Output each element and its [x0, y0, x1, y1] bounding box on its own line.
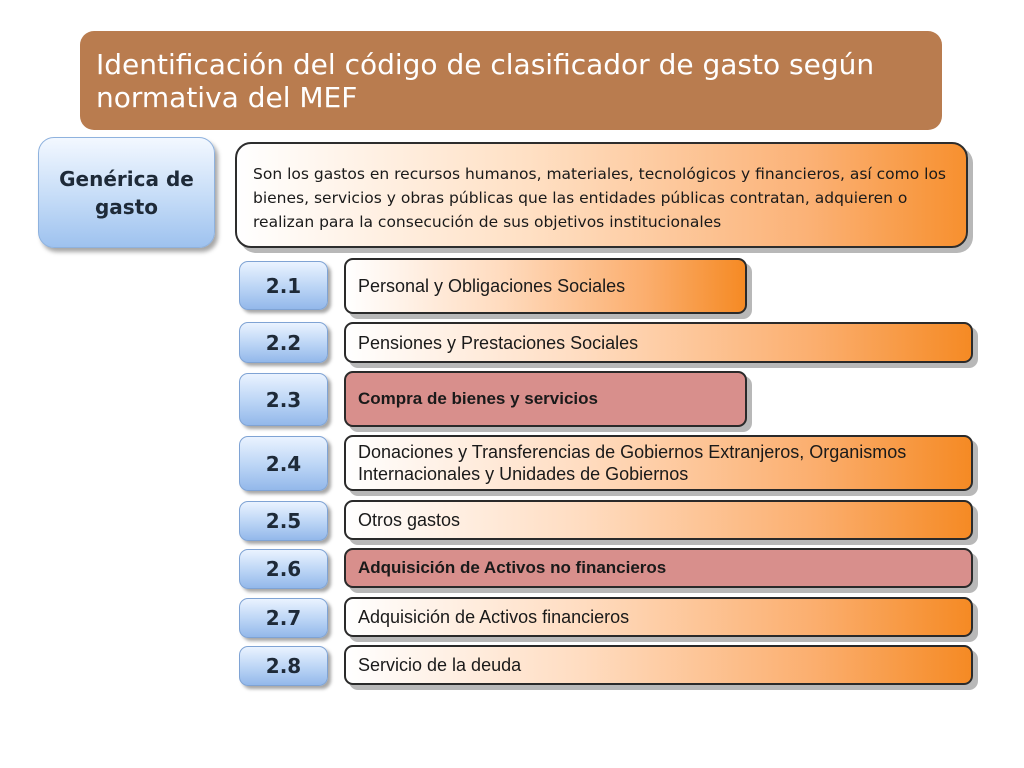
category-label: Personal y Obligaciones Sociales — [358, 276, 626, 296]
code-badge-2-6 — [239, 549, 328, 589]
code-badge-2-4 — [239, 436, 328, 491]
category-label: Adquisición de Activos financieros — [358, 607, 630, 627]
code-text: 2.4 — [265, 451, 302, 476]
definition-box — [235, 142, 968, 248]
code-text: 2.2 — [265, 330, 302, 355]
category-otros-gastos — [344, 500, 973, 540]
code-text: 2.5 — [265, 509, 302, 533]
page-title — [80, 31, 942, 130]
definition-text: Son los gastos en recursos humanos, materiales, tecnológicos y financieros, así como los bienes, servicios y obras públicas que las entidades públicas contratan, adquieren o realizan para la consecución de sus objetivos institucionales — [253, 165, 947, 231]
page-title-text: Identificación del código de clasificador de gasto según normativa del MEF — [96, 47, 875, 114]
category-compra-bienes — [344, 371, 747, 427]
category-personal — [344, 258, 747, 314]
category-pensiones — [344, 322, 973, 363]
category-label: Pensiones y Prestaciones Sociales — [358, 332, 639, 353]
code-badge-2-8 — [239, 646, 328, 686]
category-label: Servicio de la deuda — [358, 655, 522, 675]
generic-label-box — [38, 137, 215, 248]
generic-label: Genérica de gasto — [59, 166, 194, 219]
code-text: 2.3 — [265, 387, 302, 412]
code-text: 2.6 — [265, 557, 302, 581]
code-badge-2-5 — [239, 501, 328, 541]
code-badge-2-3 — [239, 373, 328, 426]
category-label: Adquisición de Activos no financieros — [358, 558, 667, 577]
category-label: Otros gastos — [358, 510, 461, 530]
code-text: 2.7 — [265, 606, 302, 630]
code-badge-2-2 — [239, 322, 328, 363]
category-servicio-deuda — [344, 645, 973, 685]
category-activos-no-financieros — [344, 548, 973, 588]
code-badge-2-1 — [239, 261, 328, 310]
category-label: Compra de bienes y servicios — [358, 389, 598, 408]
code-text: 2.1 — [265, 273, 302, 298]
code-text: 2.8 — [265, 654, 302, 678]
category-label: Donaciones y Transferencias de Gobiernos Extranjeros, Organismos Internacionales y Unidades de Gobiernos — [358, 442, 907, 484]
code-badge-2-7 — [239, 598, 328, 638]
category-donaciones — [344, 435, 973, 491]
category-activos-financieros — [344, 597, 973, 637]
